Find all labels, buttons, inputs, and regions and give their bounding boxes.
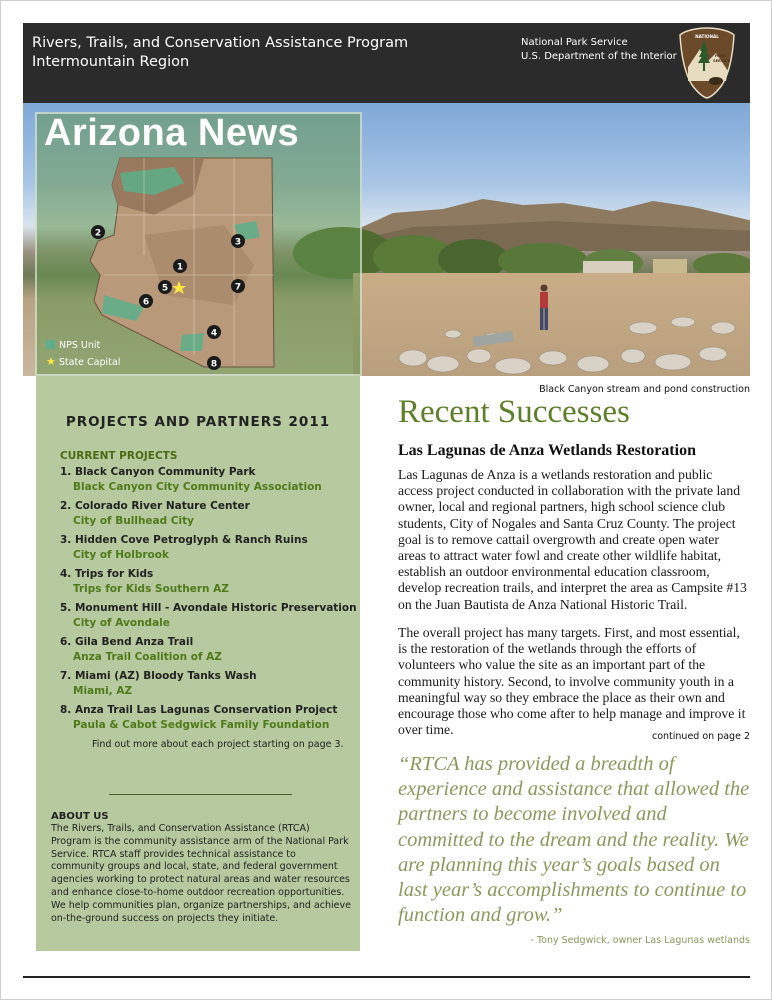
nps-unit-swatch-icon bbox=[46, 340, 55, 349]
project-item bbox=[60, 465, 360, 499]
photo-caption: Black Canyon stream and pond construction bbox=[539, 384, 750, 395]
current-projects-label: CURRENT PROJECTS bbox=[60, 450, 178, 462]
program-name bbox=[32, 34, 408, 72]
map-legend bbox=[46, 338, 120, 371]
rock-pile bbox=[393, 298, 750, 376]
agency-name bbox=[521, 36, 677, 64]
project-partner: City of Avondale bbox=[73, 617, 170, 629]
project-item bbox=[60, 601, 360, 635]
map-marker-1: 1 bbox=[176, 262, 184, 273]
program-line-1: Rivers, Trails, and Conservation Assistance Program bbox=[32, 35, 409, 51]
legend-nps-unit-label: NPS Unit bbox=[59, 340, 101, 351]
legend-nps-unit bbox=[46, 338, 120, 354]
project-partner: City of Bullhead City bbox=[73, 515, 194, 527]
project-partner: Black Canyon City Community Association bbox=[73, 481, 322, 493]
project-name: 1. Black Canyon Community Park bbox=[60, 466, 256, 478]
header-bar bbox=[23, 23, 750, 103]
quote-attribution: - Tony Sedgwick, owner Las Lagunas wetlands bbox=[530, 935, 750, 946]
project-partner: Trips for Kids Southern AZ bbox=[73, 583, 229, 595]
agency-line-1: National Park Service bbox=[521, 37, 628, 48]
program-line-2: Intermountain Region bbox=[32, 54, 190, 70]
worker-figure bbox=[537, 283, 551, 333]
newsletter-title: Arizona News bbox=[44, 112, 300, 154]
project-item bbox=[60, 703, 360, 737]
nps-arrowhead-logo bbox=[678, 27, 736, 99]
sidebar-divider bbox=[109, 794, 292, 795]
article-paragraph-1: Las Lagunas de Anza is a wetlands restoration and public access project conducted in collaboration with the private land owner, local and regional partners, high school science club students, City of Nogales and Santa Cruz County. The project goal is to remove cattail overgrowth and create open water areas to attract water fowl and create other wildlife habitat, establish an outdoor environmental education classroom, develop recreation trails, and interpret the area as Campsite #13 on the Juan Bautista de Anza National Historic Trail. bbox=[398, 467, 747, 612]
map-marker-8: 8 bbox=[210, 359, 218, 370]
project-name: 7. Miami (AZ) Bloody Tanks Wash bbox=[60, 670, 257, 682]
project-partner: City of Holbrook bbox=[73, 549, 169, 561]
map-marker-7: 7 bbox=[234, 282, 242, 293]
map-marker-6: 6 bbox=[142, 297, 150, 308]
project-name: 4. Trips for Kids bbox=[60, 568, 154, 580]
project-name: 5. Monument Hill - Avondale Historic Preservation bbox=[60, 602, 357, 614]
project-item bbox=[60, 669, 360, 703]
article-title: Las Lagunas de Anza Wetlands Restoration bbox=[398, 442, 696, 459]
project-item bbox=[60, 533, 360, 567]
sidebar-panel bbox=[36, 376, 360, 951]
project-partner: Miami, AZ bbox=[73, 685, 133, 697]
article-paragraph-2: The overall project has many targets. First, and most essential, is the restoration of the wetlands through the efforts of volunteers who value the site as an important part of the community history. Second, to involve community youth in a meaningful way so they embrace the place as their own and encourage those who come after to help manage and improve it over time. bbox=[398, 625, 746, 738]
project-partner: Anza Trail Coalition of AZ bbox=[73, 651, 222, 663]
svg-text:SERVICE: SERVICE bbox=[713, 59, 731, 63]
svg-text:PARK: PARK bbox=[715, 54, 726, 58]
project-name: 6. Gila Bend Anza Trail bbox=[60, 636, 194, 648]
project-name: 8. Anza Trail Las Lagunas Conservation Project bbox=[60, 704, 338, 716]
project-item bbox=[60, 635, 360, 669]
project-name: 3. Hidden Cove Petroglyph & Ranch Ruins bbox=[60, 534, 308, 546]
star-icon: ★ bbox=[46, 355, 56, 368]
section-title: Recent Successes bbox=[398, 394, 630, 430]
agency-line-2: U.S. Department of the Interior bbox=[521, 51, 677, 62]
legend-state-capital bbox=[46, 354, 120, 371]
sidebar-heading: PROJECTS AND PARTNERS 2011 bbox=[65, 414, 331, 430]
map-marker-2: 2 bbox=[94, 228, 102, 239]
project-list bbox=[60, 465, 360, 737]
map-marker-5: 5 bbox=[161, 283, 169, 294]
project-item bbox=[60, 567, 360, 601]
footer-rule bbox=[23, 976, 750, 978]
pull-quote: “RTCA has provided a breadth of experience and assistance that allowed the partners to become involved and committed to the dream and the reality. We are planning this year’s goals based on last year’s accomplishments to continue to function and grow.” bbox=[398, 753, 750, 927]
project-partner: Paula & Cabot Sedgwick Family Foundation bbox=[73, 719, 330, 731]
about-heading: ABOUT US bbox=[51, 811, 109, 822]
svg-text:NATIONAL: NATIONAL bbox=[695, 34, 719, 39]
map-marker-4: 4 bbox=[210, 328, 218, 339]
project-item bbox=[60, 499, 360, 533]
continued-note: continued on page 2 bbox=[651, 731, 750, 742]
about-text: The Rivers, Trails, and Conservation Assistance (RTCA) Program is the community assistance arm of the National Park Service. RTCA staff provides technical assistance to community groups and local, state, and federal government agencies working to protect natural areas and water resources and enhance close-to-home outdoor recreation opportunities. We help communities plan, organize partnerships, and achieve on-the-ground success on projects they initiate. bbox=[51, 823, 351, 924]
find-out-more-note: Find out more about each project starting on page 3. bbox=[92, 739, 344, 750]
project-name: 2. Colorado River Nature Center bbox=[60, 500, 250, 512]
legend-state-capital-label: State Capital bbox=[58, 357, 121, 368]
map-marker-3: 3 bbox=[234, 237, 242, 248]
